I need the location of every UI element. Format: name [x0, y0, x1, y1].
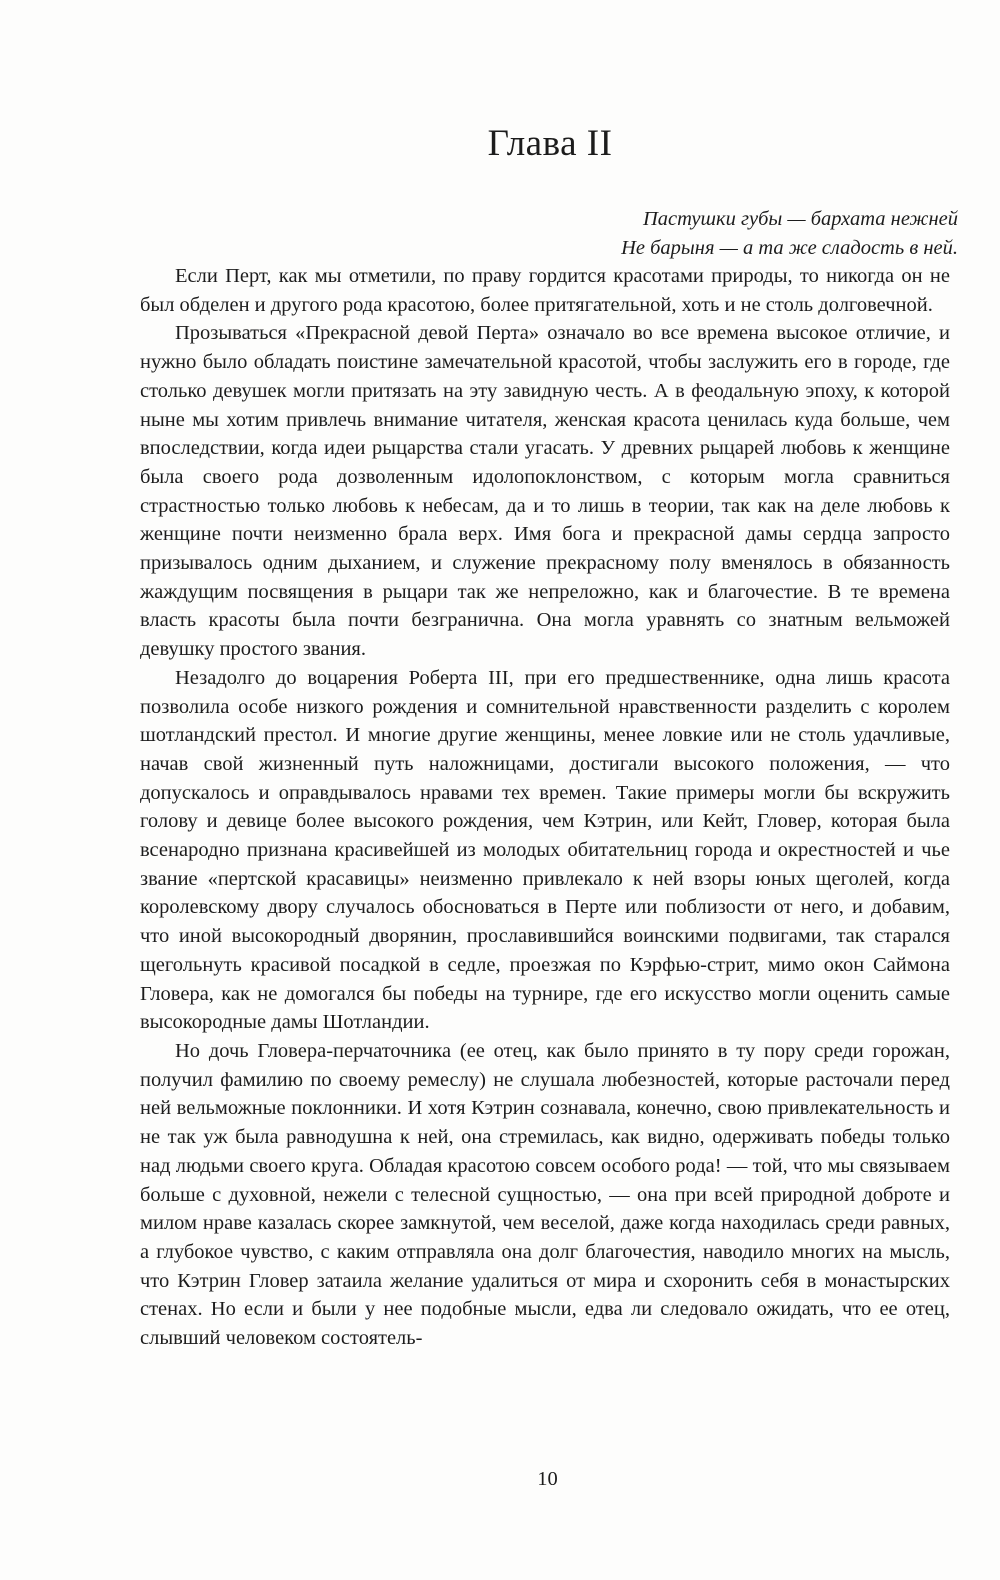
- paragraph: Незадолго до воцарения Роберта III, при его предшественнике, одна лишь красота позволила особе низкого рождения и сомнительной нравственности разделить с королем шотландский престол. И многие другие женщины, менее ловкие или не столь удачливые, начав свой жизненный путь наложницами, достигали высокого положения, — что допускалось и оправдывалось нравами тех времен. Такие примеры могли бы вскружить голову и девице более высокого рождения, чем Кэтрин, или Кейт, Гловер, которая была всенародно признана красивейшей из молодых обитательниц города и окрестностей и чье звание «пертской красавицы» неизменно привлекало к ней взоры юных щеголей, когда королевскому двору случалось обосноваться в Перте или поблизости от него, и добавим, что иной высокородный дворянин, прославившийся воинскими подвигами, так старался щегольнуть красивой посадкой в седле, проезжая по Кэрфью-стрит, мимо окон Саймона Гловера, как не домогался бы победы на турнире, где его искусство могли оценить самые высокородные дамы Шотландии.: [140, 666, 950, 1034]
- page-number: 10: [537, 1468, 558, 1490]
- epigraph: [358, 205, 958, 263]
- paragraph: Но дочь Гловера-перчаточника (ее отец, как было принято в ту пору среди горожан, получил фамилию по своему ремеслу) не слушала любезностей, которые расточали перед ней вельможные поклонники. И хотя Кэтрин сознавала, конечно, свою привлекательность и не так уж была равнодушна к ней, она стремилась, как видно, одерживать победы только над людьми своего круга. Обладая красотою совсем особого рода! — той, что мы связываем больше с духовной, нежели с телесной сущностью, — она при всей природной доброте и милом нраве казалась скорее замкнутой, чем веселой, даже когда находилась среди равных, а глубокое чувство, с каким отправляла она долг благочестия, наводило многих на мысль, что Кэтрин Гловер затаила желание удалиться от мира и схоронить себя в монастырских стенах. Но если и были у нее подобные мысли, едва ли следовало ожидать, что ее отец, слывший человеком состоятель-: [140, 1039, 950, 1350]
- epigraph-line: Не барыня — а та же сладость в ней.: [621, 237, 958, 259]
- paragraph: Прозываться «Прекрасной девой Перта» означало во все времена высокое отличие, и нужно было обладать поистине замечательной красотой, чтобы заслужить его в городе, где столько девушек могли притязать на эту завидную честь. А в феодальную эпоху, к которой ныне мы хотим привлечь внимание читателя, женская красота ценилась куда больше, чем впоследствии, когда идеи рыцарства стали угасать. У древних рыцарей любовь к женщине была своего рода дозволенным идолопоклонством, с которым могла сравниться страстностью только любовь к небесам, да и то лишь в теории, так как на деле любовь к женщине почти неизменно брала верх. Имя бога и прекрасной дамы сердца запросто призывалось одним дыханием, и служение прекрасному полу вменялось в обязанность жаждущим посвящения в рыцари так же непреложно, как и благочестие. В те времена власть красоты была почти безгранична. Она могла уравнять со знатным вельможей девушку простого звания.: [140, 322, 950, 661]
- paragraph: Если Перт, как мы отметили, по праву гордится красотами природы, то никогда он не был обделен и другого рода красотою, более притягательной, хоть и не столь долговечной.: [140, 265, 950, 316]
- chapter-title: Глава II: [487, 123, 613, 164]
- epigraph-line: Пастушки губы — бархата нежней: [642, 208, 958, 230]
- body-text: [140, 262, 950, 1353]
